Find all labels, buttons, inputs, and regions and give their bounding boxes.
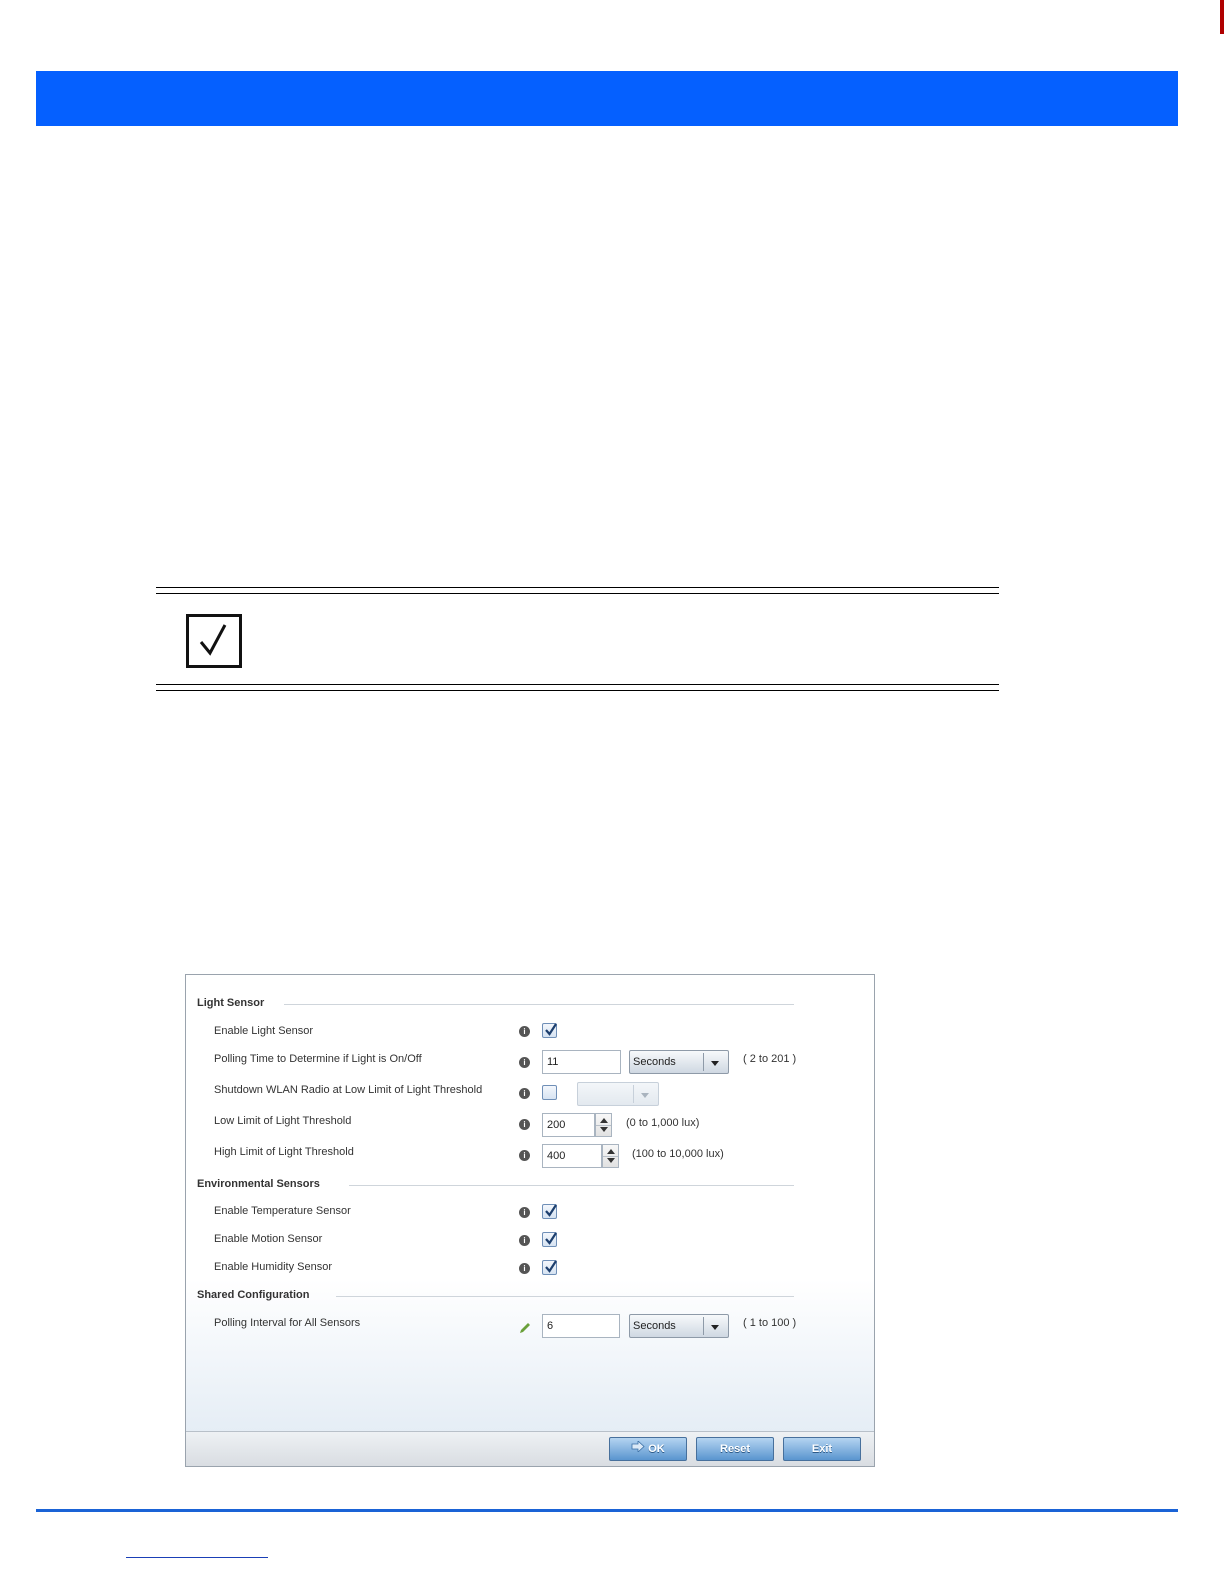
enable-temperature-label: Enable Temperature Sensor — [214, 1205, 351, 1217]
polling-time-unit-select[interactable] — [629, 1050, 729, 1074]
ok-button[interactable] — [609, 1437, 687, 1461]
enable-light-sensor-label: Enable Light Sensor — [214, 1025, 314, 1037]
section-title-shared-configuration: Shared Configuration — [197, 1289, 310, 1301]
enable-humidity-checkbox[interactable] — [542, 1260, 557, 1275]
header-bar — [36, 71, 1178, 126]
panel-footer — [186, 1431, 874, 1466]
chevron-down-icon — [711, 1061, 719, 1066]
enable-light-sensor-checkbox[interactable] — [542, 1023, 557, 1038]
polling-interval-label: Polling Interval for All Sensors — [214, 1317, 361, 1329]
reset-button[interactable]: Reset — [696, 1437, 774, 1461]
info-icon[interactable]: i — [519, 1263, 530, 1274]
low-limit-label: Low Limit of Light Threshold — [214, 1115, 352, 1127]
pencil-icon — [518, 1321, 532, 1335]
polling-time-input[interactable]: 11 — [542, 1050, 621, 1074]
enable-humidity-label: Enable Humidity Sensor — [214, 1261, 333, 1273]
low-limit-input[interactable]: 200 — [542, 1113, 595, 1137]
note-top-rule — [156, 587, 999, 588]
info-icon[interactable]: i — [519, 1088, 530, 1099]
polling-time-range: ( 2 to 201 ) — [743, 1053, 797, 1065]
chevron-down-icon — [641, 1093, 649, 1098]
note-top-rule-2 — [156, 593, 999, 594]
enable-temperature-checkbox[interactable] — [542, 1204, 557, 1219]
footer-rule — [36, 1509, 1178, 1512]
low-limit-range: (0 to 1,000 lux) — [626, 1117, 700, 1129]
info-icon[interactable]: i — [519, 1119, 530, 1130]
ok-button-label: OK — [648, 1443, 665, 1455]
shutdown-wlan-checkbox[interactable] — [542, 1085, 557, 1100]
high-limit-stepper[interactable] — [602, 1144, 619, 1168]
high-limit-input[interactable]: 400 — [542, 1144, 602, 1168]
section-title-light-sensor: Light Sensor — [197, 997, 265, 1009]
high-limit-label: High Limit of Light Threshold — [214, 1146, 354, 1158]
info-icon[interactable]: i — [519, 1150, 530, 1161]
polling-interval-unit-select[interactable] — [629, 1314, 729, 1338]
exit-button[interactable]: Exit — [783, 1437, 861, 1461]
page-edge-marker — [1220, 0, 1224, 34]
footer-link-underline[interactable] — [126, 1557, 268, 1558]
polling-interval-input[interactable]: 6 — [542, 1314, 620, 1338]
polling-interval-unit-value: Seconds — [633, 1320, 676, 1332]
save-icon — [631, 1438, 645, 1460]
polling-time-unit-value: Seconds — [633, 1056, 676, 1068]
section-divider — [284, 1004, 794, 1005]
section-divider — [349, 1185, 794, 1186]
info-icon[interactable]: i — [519, 1207, 530, 1218]
polling-time-label: Polling Time to Determine if Light is On/Off — [214, 1053, 422, 1065]
checkmark-icon — [186, 614, 242, 668]
section-divider — [336, 1296, 794, 1297]
info-icon[interactable]: i — [519, 1026, 530, 1037]
high-limit-range: (100 to 10,000 lux) — [632, 1148, 724, 1160]
section-title-environmental-sensors: Environmental Sensors — [197, 1178, 320, 1190]
chevron-down-icon — [711, 1325, 719, 1330]
sensor-config-panel — [185, 974, 875, 1467]
info-icon[interactable]: i — [519, 1235, 530, 1246]
note-bottom-rule — [156, 684, 999, 685]
polling-interval-range: ( 1 to 100 ) — [743, 1317, 797, 1329]
note-bottom-rule-2 — [156, 690, 999, 691]
info-icon[interactable]: i — [519, 1057, 530, 1068]
shutdown-wlan-label: Shutdown WLAN Radio at Low Limit of Light Threshold — [214, 1084, 483, 1096]
enable-motion-checkbox[interactable] — [542, 1232, 557, 1247]
shutdown-wlan-radio-select[interactable] — [577, 1082, 659, 1106]
enable-motion-label: Enable Motion Sensor — [214, 1233, 323, 1245]
low-limit-stepper[interactable] — [595, 1113, 612, 1137]
